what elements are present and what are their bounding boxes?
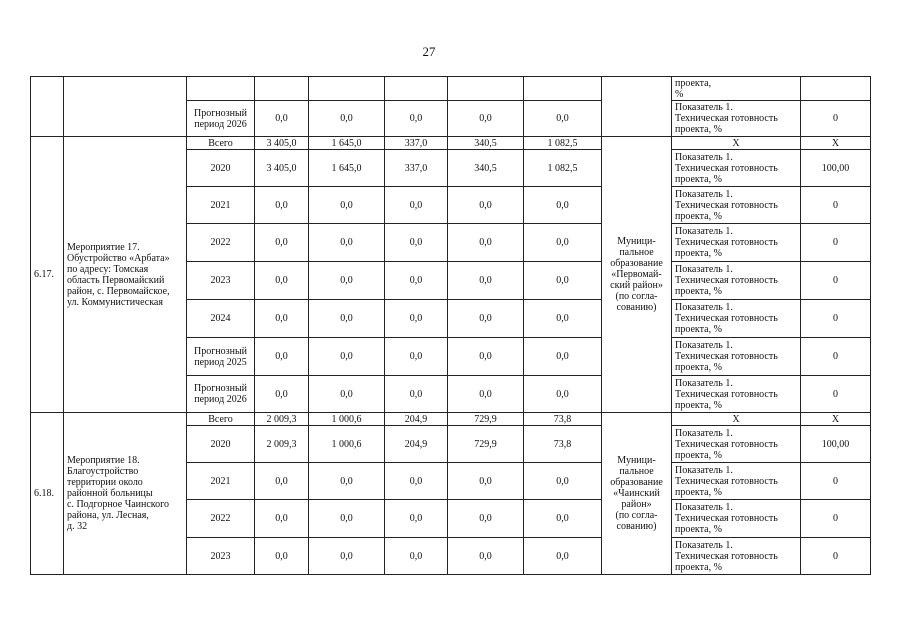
indicator-cell: Показатель 1. Техническая готовность проекта, % bbox=[672, 338, 801, 376]
indicator-cell: Показатель 1. Техническая готовность проекта, % bbox=[672, 500, 801, 538]
period-cell: 2024 bbox=[187, 300, 255, 338]
amount-cell: 0,0 bbox=[524, 338, 602, 376]
indicator-value-cell: 0 bbox=[801, 262, 871, 300]
amount-cell: 0,0 bbox=[255, 500, 309, 538]
indicator-cell: Показатель 1. Техническая готовность проекта, % bbox=[672, 538, 801, 575]
amount-cell: 729,9 bbox=[448, 426, 524, 463]
indicator-cell: проекта, % bbox=[672, 77, 801, 101]
amount-cell: 0,0 bbox=[448, 338, 524, 376]
amount-cell: 0,0 bbox=[309, 376, 385, 413]
amount-cell: 0,0 bbox=[309, 101, 385, 137]
indicator-value-cell: 0 bbox=[801, 376, 871, 413]
name-cell bbox=[64, 77, 187, 137]
period-cell: 2022 bbox=[187, 224, 255, 262]
indicator-cell: Показатель 1. Техническая готовность проекта, % bbox=[672, 150, 801, 187]
period-cell: 2020 bbox=[187, 150, 255, 187]
period-cell: Всего bbox=[187, 137, 255, 150]
period-cell: 2020 bbox=[187, 426, 255, 463]
amount-cell: 0,0 bbox=[524, 101, 602, 137]
amount-cell: 337,0 bbox=[385, 137, 448, 150]
amount-cell: 0,0 bbox=[524, 300, 602, 338]
period-cell: 2021 bbox=[187, 187, 255, 224]
indicator-value-cell: 0 bbox=[801, 338, 871, 376]
table-row bbox=[31, 137, 871, 150]
period-cell: Прогнозный период 2025 bbox=[187, 338, 255, 376]
budget-table bbox=[30, 76, 871, 575]
event-code: 6.17. bbox=[31, 137, 64, 413]
indicator-cell: Показатель 1. Техническая готовность проекта, % bbox=[672, 426, 801, 463]
period-cell: 2023 bbox=[187, 262, 255, 300]
indicator-value-cell: 0 bbox=[801, 187, 871, 224]
indicator-value-cell: X bbox=[801, 137, 871, 150]
indicator-cell: Показатель 1. Техническая готовность проекта, % bbox=[672, 101, 801, 137]
amount-cell: 0,0 bbox=[385, 463, 448, 500]
amount-cell: 2 009,3 bbox=[255, 426, 309, 463]
amount-cell: 1 000,6 bbox=[309, 426, 385, 463]
amount-cell: 0,0 bbox=[385, 500, 448, 538]
indicator-cell: Показатель 1. Техническая готовность проекта, % bbox=[672, 187, 801, 224]
amount-cell: 0,0 bbox=[309, 500, 385, 538]
amount-cell: 0,0 bbox=[255, 262, 309, 300]
amount-cell: 2 009,3 bbox=[255, 413, 309, 426]
indicator-cell: Показатель 1. Техническая готовность проекта, % bbox=[672, 376, 801, 413]
amount-cell: 0,0 bbox=[524, 187, 602, 224]
period-cell bbox=[187, 77, 255, 101]
amount-cell: 0,0 bbox=[385, 187, 448, 224]
amount-cell: 1 645,0 bbox=[309, 150, 385, 187]
amount-cell: 0,0 bbox=[524, 538, 602, 575]
amount-cell: 0,0 bbox=[255, 538, 309, 575]
indicator-cell: Показатель 1. Техническая готовность проекта, % bbox=[672, 224, 801, 262]
amount-cell: 0,0 bbox=[524, 224, 602, 262]
amount-cell: 1 000,6 bbox=[309, 413, 385, 426]
event-executor: Муници- пальное образование «Чаинский район» (по согла- сованию) bbox=[602, 413, 672, 575]
indicator-value-cell: 0 bbox=[801, 224, 871, 262]
amount-cell bbox=[309, 77, 385, 101]
indicator-cell: Показатель 1. Техническая готовность проекта, % bbox=[672, 300, 801, 338]
indicator-value-cell: 0 bbox=[801, 463, 871, 500]
amount-cell: 0,0 bbox=[524, 463, 602, 500]
amount-cell: 1 082,5 bbox=[524, 137, 602, 150]
amount-cell: 0,0 bbox=[448, 101, 524, 137]
amount-cell: 0,0 bbox=[385, 338, 448, 376]
indicator-value-cell: X bbox=[801, 413, 871, 426]
period-cell: 2023 bbox=[187, 538, 255, 575]
amount-cell: 0,0 bbox=[385, 376, 448, 413]
amount-cell: 204,9 bbox=[385, 413, 448, 426]
table-row bbox=[31, 77, 871, 101]
indicator-value-cell: 0 bbox=[801, 500, 871, 538]
amount-cell: 0,0 bbox=[448, 376, 524, 413]
event-name: Мероприятие 17. Обустройство «Арбата» по адресу: Томская область Первомайский район, с. Первомайское, ул. Коммунистическая bbox=[64, 137, 187, 413]
amount-cell: 0,0 bbox=[309, 338, 385, 376]
amount-cell: 1 645,0 bbox=[309, 137, 385, 150]
amount-cell: 340,5 bbox=[448, 150, 524, 187]
amount-cell: 0,0 bbox=[524, 262, 602, 300]
period-cell: Прогнозный период 2026 bbox=[187, 101, 255, 137]
indicator-cell: Показатель 1. Техническая готовность проекта, % bbox=[672, 262, 801, 300]
amount-cell: 0,0 bbox=[524, 500, 602, 538]
indicator-value-cell: 0 bbox=[801, 101, 871, 137]
indicator-value-cell: 0 bbox=[801, 300, 871, 338]
amount-cell bbox=[385, 77, 448, 101]
amount-cell: 73,8 bbox=[524, 426, 602, 463]
indicator-value-cell: 0 bbox=[801, 538, 871, 575]
amount-cell: 0,0 bbox=[309, 300, 385, 338]
amount-cell: 0,0 bbox=[448, 224, 524, 262]
executor-cell bbox=[602, 77, 672, 137]
amount-cell bbox=[255, 77, 309, 101]
amount-cell: 0,0 bbox=[385, 101, 448, 137]
amount-cell: 0,0 bbox=[255, 300, 309, 338]
amount-cell: 3 405,0 bbox=[255, 137, 309, 150]
amount-cell: 0,0 bbox=[255, 338, 309, 376]
amount-cell: 0,0 bbox=[255, 376, 309, 413]
amount-cell: 0,0 bbox=[309, 262, 385, 300]
amount-cell: 0,0 bbox=[309, 463, 385, 500]
period-cell: 2021 bbox=[187, 463, 255, 500]
indicator-cell: X bbox=[672, 137, 801, 150]
amount-cell: 0,0 bbox=[448, 500, 524, 538]
indicator-cell: Показатель 1. Техническая готовность проекта, % bbox=[672, 463, 801, 500]
amount-cell: 0,0 bbox=[255, 224, 309, 262]
amount-cell: 0,0 bbox=[448, 187, 524, 224]
amount-cell: 0,0 bbox=[524, 376, 602, 413]
amount-cell: 0,0 bbox=[385, 538, 448, 575]
amount-cell: 337,0 bbox=[385, 150, 448, 187]
indicator-value-cell: 100,00 bbox=[801, 150, 871, 187]
amount-cell: 0,0 bbox=[448, 538, 524, 575]
table-row bbox=[31, 413, 871, 426]
event-name: Мероприятие 18. Благоустройство территории около районной больницы с. Подгорное Чаинского района, ул. Лесная, д. 32 bbox=[64, 413, 187, 575]
code-cell bbox=[31, 77, 64, 137]
event-executor: Муници- пальное образование «Первомай- ский район» (по согла- сованию) bbox=[602, 137, 672, 413]
page-number: 27 bbox=[422, 44, 436, 59]
amount-cell: 1 082,5 bbox=[524, 150, 602, 187]
amount-cell: 340,5 bbox=[448, 137, 524, 150]
amount-cell: 73,8 bbox=[524, 413, 602, 426]
amount-cell: 0,0 bbox=[309, 538, 385, 575]
indicator-value-cell: 100,00 bbox=[801, 426, 871, 463]
amount-cell: 0,0 bbox=[448, 300, 524, 338]
amount-cell: 3 405,0 bbox=[255, 150, 309, 187]
amount-cell: 0,0 bbox=[309, 187, 385, 224]
amount-cell: 729,9 bbox=[448, 413, 524, 426]
period-cell: Всего bbox=[187, 413, 255, 426]
amount-cell: 0,0 bbox=[385, 224, 448, 262]
indicator-value-cell bbox=[801, 77, 871, 101]
amount-cell: 0,0 bbox=[448, 463, 524, 500]
amount-cell: 0,0 bbox=[255, 101, 309, 137]
amount-cell bbox=[524, 77, 602, 101]
amount-cell: 0,0 bbox=[255, 187, 309, 224]
amount-cell: 0,0 bbox=[309, 224, 385, 262]
amount-cell: 0,0 bbox=[255, 463, 309, 500]
amount-cell: 0,0 bbox=[448, 262, 524, 300]
event-code: 6.18. bbox=[31, 413, 64, 575]
indicator-cell: X bbox=[672, 413, 801, 426]
amount-cell bbox=[448, 77, 524, 101]
amount-cell: 204,9 bbox=[385, 426, 448, 463]
amount-cell: 0,0 bbox=[385, 300, 448, 338]
period-cell: Прогнозный период 2026 bbox=[187, 376, 255, 413]
amount-cell: 0,0 bbox=[385, 262, 448, 300]
period-cell: 2022 bbox=[187, 500, 255, 538]
